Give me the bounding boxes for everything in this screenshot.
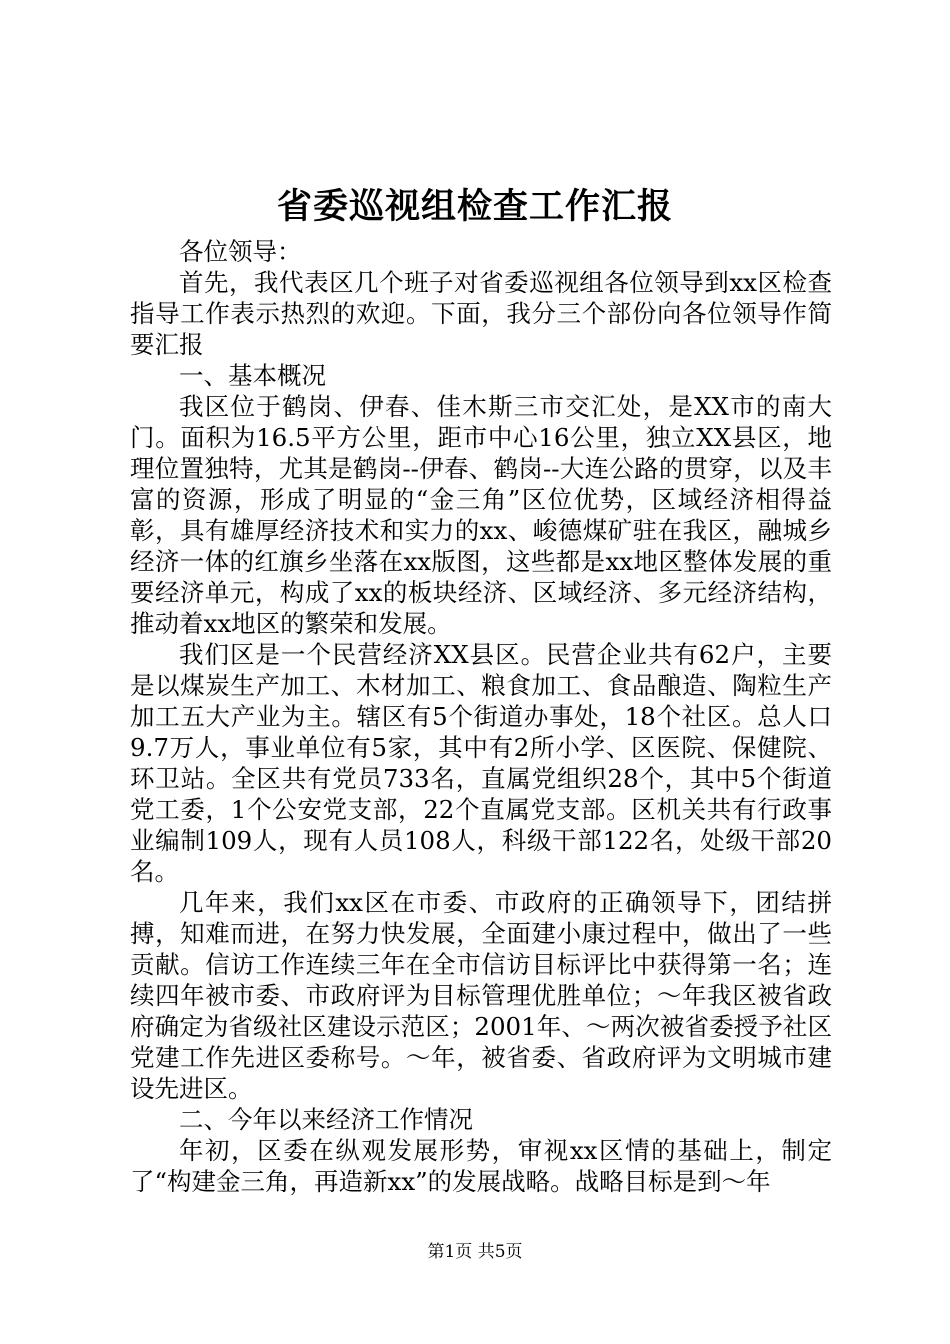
overview-paragraph-location: 我区位于鹤岗、伊春、佳木斯三市交汇处，是XX市的南大门。面积为16.5平方公里，距市中心16公里，独立XX县区，地理位置独特，尤其是鹤岗--伊春、鹤岗--大连公路的贯穿，以及丰富的资源，形成了明显的“金三角”区位优势，区域经济相得益彰，具有雄厚经济技术和实力的xx、峻德煤矿驻在我区，融城乡经济一体的红旗乡坐落在xx版图，这些都是xx地区整体发展的重要经济单元，构成了xx的板块经济、区域经济、多元经济结构，推动着xx地区的繁荣和发展。 — [130, 392, 832, 638]
section-heading-economic-work: 二、今年以来经济工作情况 — [179, 1105, 473, 1134]
section-heading-overview: 一、基本概况 — [179, 361, 326, 390]
overview-paragraph-achievements: 几年来，我们xx区在市委、市政府的正确领导下，团结拼搏，知难而进，在努力快发展，全面建小康过程中，做出了一些贡献。信访工作连续三年在全市信访目标评比中获得第一名；连续四年被市委、市政府评为目标管理优胜单位；～年我区被省政府确定为省级社区建设示范区；2001年、～两次被省委授予社区党建工作先进区委称号。～年，被省委、省政府评为文明城市建设先进区。 — [130, 888, 832, 1103]
document-body — [130, 236, 832, 1197]
intro-paragraph: 首先，我代表区几个班子对省委巡视组各位领导到xx区检查指导工作表示热烈的欢迎。下面，我分三个部份向各位领导作简要汇报 — [130, 268, 832, 359]
page-footer: 第1页 共5页 — [427, 1242, 523, 1262]
salutation-paragraph: 各位领导： — [179, 237, 302, 266]
document-title: 省委巡视组检查工作汇报 — [276, 186, 673, 227]
overview-paragraph-economy: 我们区是一个民营经济XX县区。民营企业共有62户，主要是以煤炭生产加工、木材加工、粮食加工、食品酿造、陶粒生产加工五大产业为主。辖区有5个街道办事处，18个社区。总人口9.7万人，事业单位有5家，其中有2所小学、区医院、保健院、环卫站。全区共有党员733名，直属党组织28个，其中5个街道党工委，1个公安党支部，22个直属党支部。区机关共有行政事业编制109人，现有人员108人，科级干部122名，处级干部20名。 — [130, 640, 832, 886]
economic-work-paragraph: 年初，区委在纵观发展形势，审视xx区情的基础上，制定了“构建金三角，再造新xx”的发展战略。战略目标是到～年 — [130, 1136, 832, 1196]
